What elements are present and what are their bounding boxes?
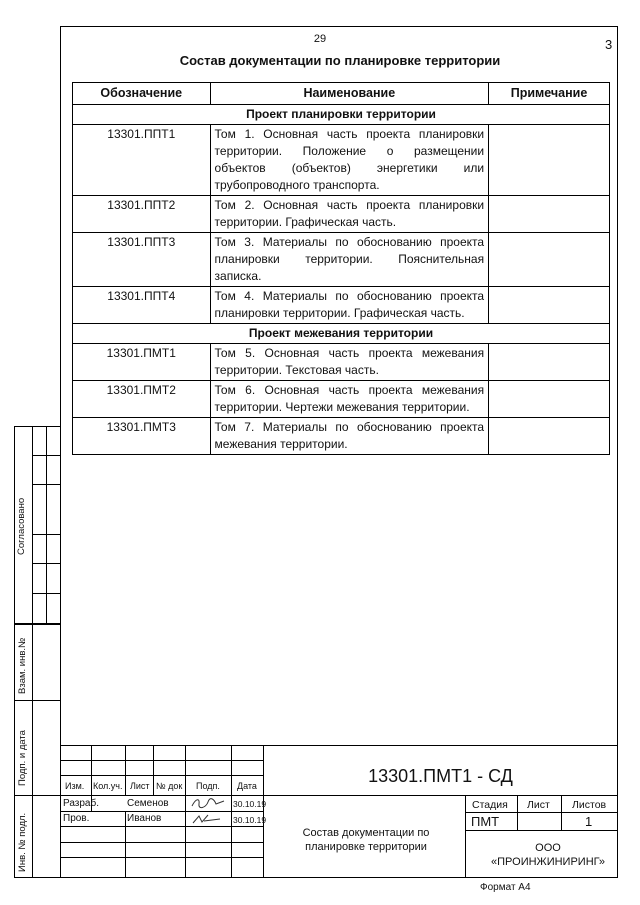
col-header-sheet: Лист xyxy=(130,781,150,791)
table-row xyxy=(73,125,610,196)
document-name: Состав документации по планировке территории xyxy=(302,827,430,853)
col-header-change: Изм. xyxy=(65,781,85,791)
name-checker: Иванов xyxy=(127,813,162,824)
col-header-signature: Подп. xyxy=(196,781,220,791)
sheets-label: Листов xyxy=(572,799,607,811)
date-checker: 30.10.19 xyxy=(233,815,267,825)
sheet-number: 3 xyxy=(605,37,613,52)
signature-checker xyxy=(190,812,226,829)
row-name: Том 2. Основная часть проекта планировки территории. Графическая часть. xyxy=(210,196,489,233)
row-name: Том 6. Основная часть проекта межевания территории. Чертежи межевания территории. xyxy=(210,381,489,418)
row-code: 13301.ПМТ2 xyxy=(73,381,211,418)
section-row xyxy=(73,324,610,344)
section-title-survey: Проект межевания территории xyxy=(73,324,610,344)
page-number: 29 xyxy=(313,33,327,45)
row-note xyxy=(489,418,610,455)
row-name: Том 7. Материалы по обоснованию проекта межевания территории. xyxy=(210,418,489,455)
documentation-table xyxy=(72,82,610,455)
section-title-planning: Проект планировки территории xyxy=(73,105,610,125)
col-header-count: Кол.уч. xyxy=(93,781,123,791)
row-code: 13301.ПМТ3 xyxy=(73,418,211,455)
table-row xyxy=(73,196,610,233)
paper-format: Формат А4 xyxy=(480,882,531,893)
row-note xyxy=(489,287,610,324)
role-checker: Пров. xyxy=(63,813,90,824)
sign-date-label: Подп. и дата xyxy=(17,730,28,786)
sheet-label: Лист xyxy=(527,799,550,811)
col-header-date: Дата xyxy=(237,781,257,791)
row-name: Том 3. Материалы по обоснованию проекта планировки территории. Пояснительная записка. xyxy=(210,233,489,287)
signature-scribble-icon xyxy=(190,796,226,810)
row-note xyxy=(489,233,610,287)
stage-value: ПМТ xyxy=(471,814,500,829)
name-developer: Семенов xyxy=(127,798,169,809)
header-designation: Обозначение xyxy=(73,83,211,105)
table-header-row xyxy=(73,83,610,105)
row-name: Том 1. Основная часть проекта планировки территории. Положение о размещении объектов (объектов) энергетики или трубопроводного транспорта. xyxy=(210,125,489,196)
table-row xyxy=(73,233,610,287)
row-note xyxy=(489,381,610,418)
inv-original-label: Инв. № подл. xyxy=(17,812,28,872)
row-note xyxy=(489,196,610,233)
date-developer: 30.10.19 xyxy=(233,799,267,809)
stage-label: Стадия xyxy=(472,799,508,811)
signature-developer xyxy=(190,796,226,813)
signature-scribble-icon xyxy=(190,812,226,826)
agreed-label: Согласовано xyxy=(16,497,27,555)
table-row xyxy=(73,287,610,324)
sheet-value: 1 xyxy=(585,814,593,829)
row-code: 13301.ПМТ1 xyxy=(73,344,211,381)
section-row xyxy=(73,105,610,125)
replaced-inv-label: Взам. инв.№ xyxy=(17,637,28,694)
table-row xyxy=(73,344,610,381)
row-name: Том 5. Основная часть проекта межевания территории. Текстовая часть. xyxy=(210,344,489,381)
role-developer: Разраб. xyxy=(63,798,100,809)
row-name: Том 4. Материалы по обоснованию проекта планировки территории. Графическая часть. xyxy=(210,287,489,324)
row-note xyxy=(489,125,610,196)
table-row xyxy=(73,381,610,418)
row-code: 13301.ППТ4 xyxy=(73,287,211,324)
row-code: 13301.ППТ1 xyxy=(73,125,211,196)
row-note xyxy=(489,344,610,381)
page-title: Состав документации по планировке территории xyxy=(179,53,501,68)
organization-name xyxy=(478,841,618,869)
organization-line2: «ПРОИНЖИНИРИНГ» xyxy=(491,856,605,868)
header-name: Наименование xyxy=(210,83,489,105)
row-code: 13301.ППТ2 xyxy=(73,196,211,233)
organization-line1: ООО xyxy=(535,842,561,854)
table-row xyxy=(73,418,610,455)
row-code: 13301.ППТ3 xyxy=(73,233,211,287)
document-code: 13301.ПМТ1 - СД xyxy=(368,766,513,786)
header-note: Примечание xyxy=(489,83,610,105)
col-header-docno: № док xyxy=(156,781,183,791)
